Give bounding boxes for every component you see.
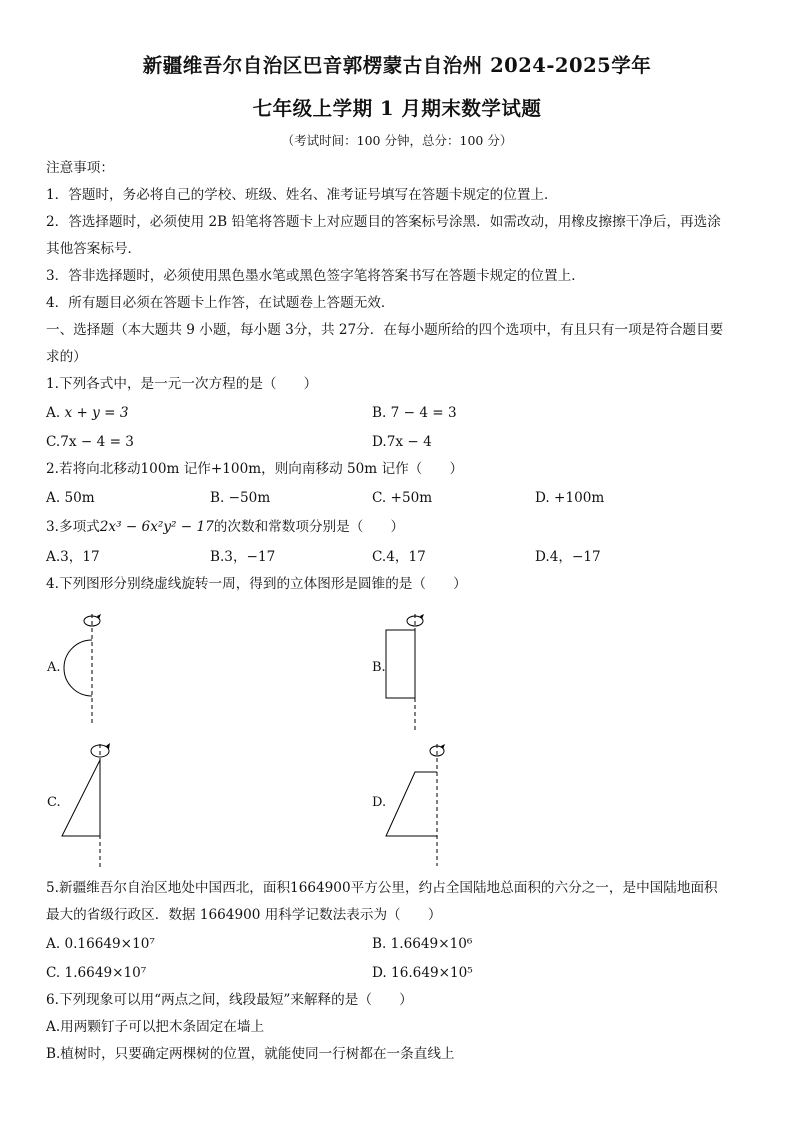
q6-option-a: A.用两颗钉子可以把木条固定在墙上 — [46, 1019, 265, 1035]
note-item: 1．答题时，务必将自己的学校、班级、姓名、准考证号填写在答题卡规定的位置上． — [46, 187, 558, 203]
q1-option-a — [46, 403, 129, 423]
option-label: A. — [46, 405, 61, 421]
math-expression: x + y = 3 — [64, 405, 129, 421]
section-heading: 一、选择题（本大题共 9 小题，每小题 3分，共 27分．在每小题所给的四个选项中，有且只有一项是符合题目要 — [46, 322, 724, 338]
question-3-stem — [46, 517, 404, 537]
math-expression: 7x − 4 = 3 — [60, 434, 134, 450]
q4-option-c-label: C. — [47, 795, 61, 810]
q1-option-c — [46, 432, 134, 452]
figure-right-triangle — [58, 738, 128, 870]
q3-option-c: C.4，17 — [372, 549, 426, 565]
q2-option-c: C. +50m — [372, 490, 433, 506]
q4-option-b-label: B. — [372, 660, 386, 675]
note-item: 4．所有题目必须在答题卡上作答，在试题卷上答题无效． — [46, 295, 395, 311]
figure-rectangle — [380, 608, 440, 736]
exam-title-line2: 七年级上学期 1 月期末数学试题 — [252, 97, 542, 120]
figure-right-trapezoid — [380, 738, 450, 870]
q4-option-d-label: D. — [372, 795, 387, 810]
question-5-line1: 5.新疆维吾尔自治区地处中国西北，面积1664900平方公里，约占全国陆地总面积的六分之一，是中国陆地面积 — [46, 880, 718, 896]
q5-option-b: B. 1.6649×10⁶ — [372, 936, 473, 952]
q6-option-b: B.植树时，只要确定两棵树的位置，就能使同一行树都在一条直线上 — [46, 1046, 455, 1062]
question-2-stem: 2.若将向北移动100m 记作+100m，则向南移动 50m 记作（ ） — [46, 461, 464, 477]
q2-option-a: A. 50m — [46, 490, 95, 506]
q4-option-a-label: A. — [47, 660, 61, 675]
q5-option-d: D. 16.649×10⁵ — [372, 965, 473, 981]
note-item: 其他答案标号． — [46, 241, 142, 257]
exam-info: （考试时间：100 分钟，总分：100 分） — [281, 133, 513, 148]
math-expression: 7x − 4 — [386, 434, 432, 450]
exam-title-line1: 新疆维吾尔自治区巴音郭楞蒙古自治州 2024-2025学年 — [142, 54, 652, 77]
stem-text: 的次数和常数项分别是（ ） — [213, 519, 405, 535]
q2-option-d: D. +100m — [535, 490, 605, 506]
q1-option-d — [372, 432, 432, 452]
q3-option-d: D.4，−17 — [535, 549, 601, 565]
q5-option-c: C. 1.6649×10⁷ — [46, 965, 147, 981]
option-label: C. — [46, 434, 61, 450]
note-item: 3．答非选择题时，必须使用黑色墨水笔或黑色签字笔将答案书写在答题卡规定的位置上． — [46, 268, 585, 284]
question-4-stem: 4.下列图形分别绕虚线旋转一周，得到的立体图形是圆锥的是（ ） — [46, 576, 467, 592]
q3-option-a: A.3，17 — [46, 549, 100, 565]
question-5-line2: 最大的省级行政区．数据 1664900 用科学记数法表示为（ ） — [46, 907, 442, 923]
section-heading-cont: 求的） — [46, 349, 87, 365]
q3-option-b: B.3，−17 — [210, 549, 276, 565]
q5-option-a: A. 0.16649×10⁷ — [46, 936, 155, 952]
option-label: D. — [372, 434, 387, 450]
notes-heading: 注意事项： — [46, 160, 114, 176]
math-expression: 2x³ − 6x²y² − 17 — [99, 519, 214, 535]
q2-option-b: B. −50m — [210, 490, 271, 506]
figure-semicircle — [55, 608, 115, 726]
q1-option-b: B. 7 − 4 = 3 — [372, 405, 457, 421]
question-6-stem: 6.下列现象可以用“两点之间，线段最短”来解释的是（ ） — [46, 992, 413, 1008]
stem-text: 3.多项式 — [46, 519, 100, 535]
question-1-stem: 1.下列各式中，是一元一次方程的是（ ） — [46, 376, 318, 392]
note-item: 2．答选择题时，必须使用 2B 铅笔将答题卡上对应题目的答案标号涂黑．如需改动，用橡皮擦擦干净后，再选涂 — [46, 214, 721, 230]
